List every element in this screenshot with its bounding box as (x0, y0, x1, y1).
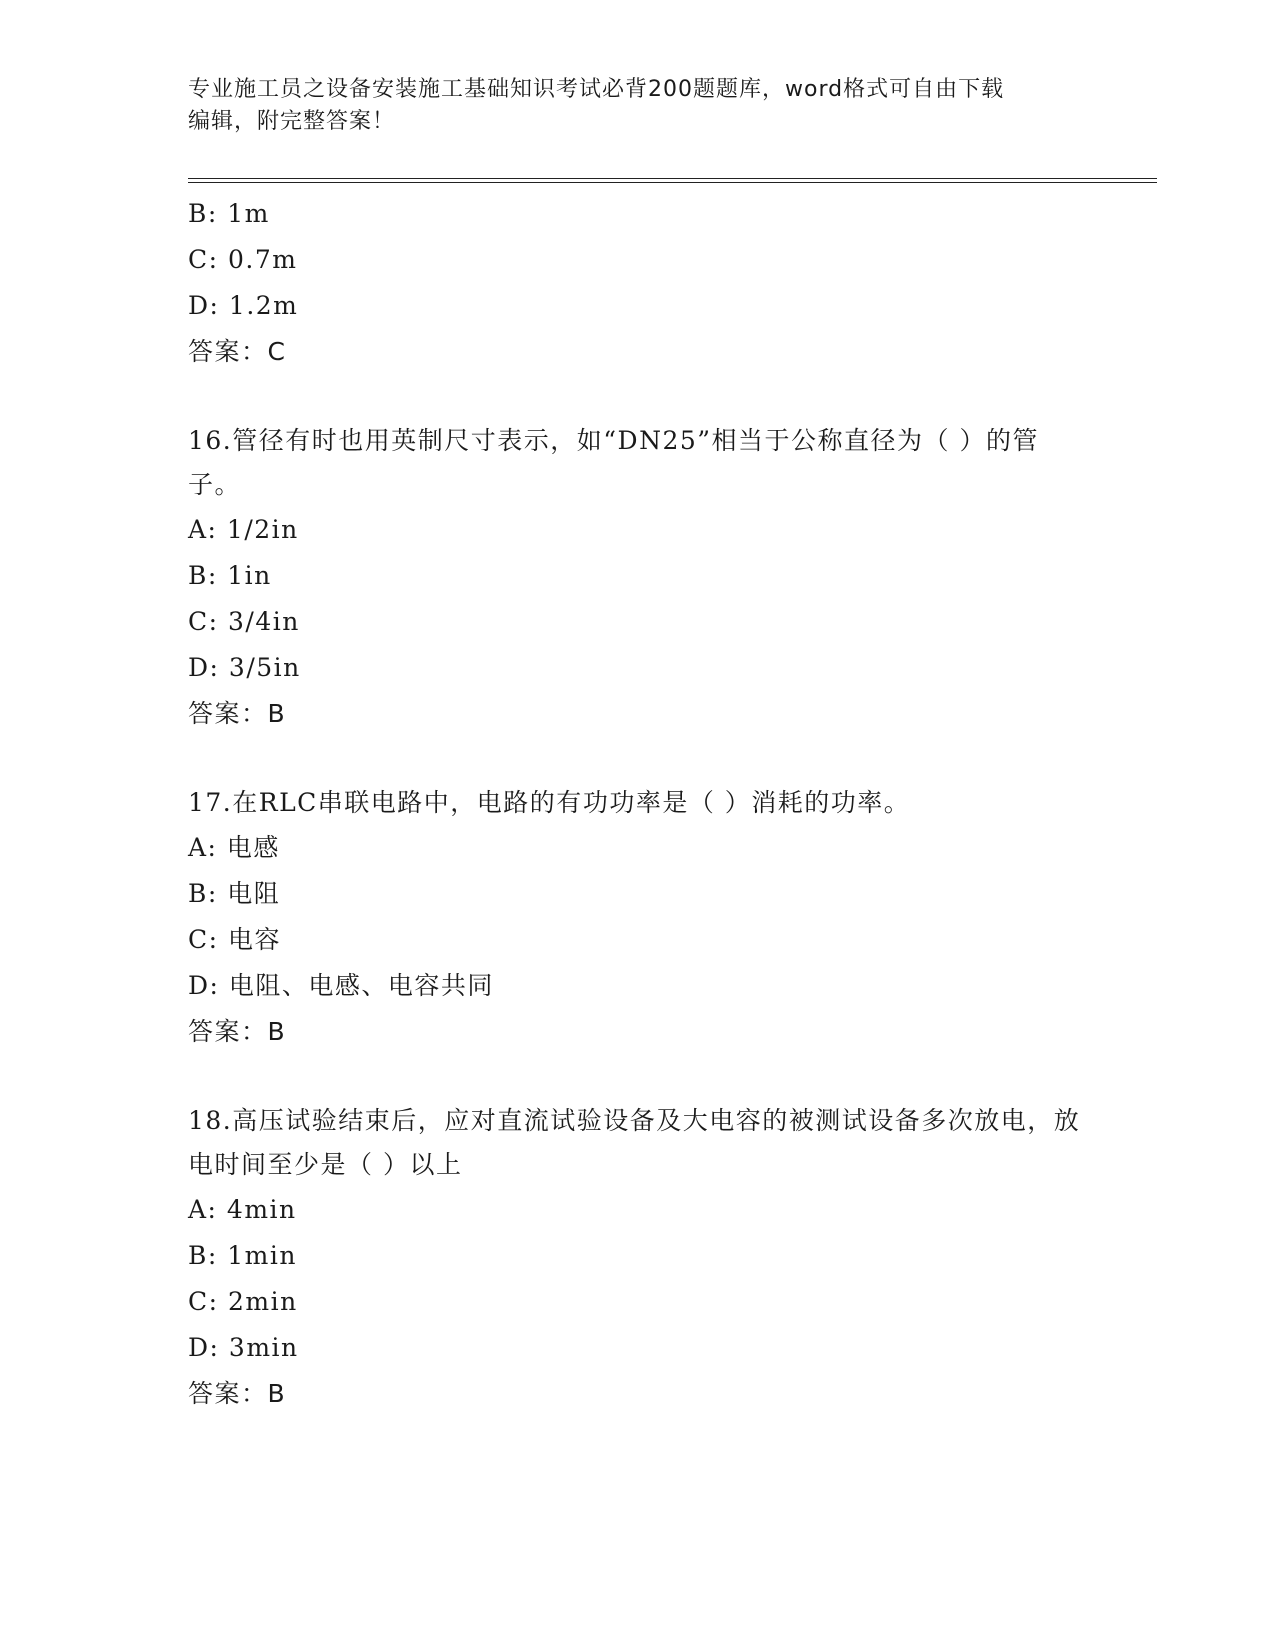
option-line: A: 1/2in (188, 515, 299, 544)
option-line: B: 1min (188, 1241, 297, 1270)
answer-line: 答案：C (188, 337, 287, 366)
header-rule-top (188, 178, 1157, 179)
option-line: D: 3min (188, 1333, 299, 1362)
option-line: D: 电阻、电感、电容共同 (188, 971, 494, 1000)
header-rule-bottom (188, 182, 1157, 183)
document-body (188, 191, 1088, 1417)
question-text: 16.管径有时也用英制尺寸表示，如“DN25”相当于公称直径为（ ）的管子。 (188, 426, 1039, 499)
header-line-1: 专业施工员之设备安装施工基础知识考试必背200题题库，word格式可自由下载 (188, 77, 1005, 102)
question-block-16 (188, 419, 1088, 737)
option-line: B: 电阻 (188, 879, 281, 908)
question-text: 17.在RLC串联电路中，电路的有功功率是（ ）消耗的功率。 (188, 788, 911, 817)
question-block-17 (188, 781, 1088, 1055)
question-block-18 (188, 1099, 1088, 1417)
option-line: C: 3/4in (188, 607, 300, 636)
option-line: A: 电感 (188, 833, 280, 862)
option-line: C: 2min (188, 1287, 298, 1316)
option-line: B: 1in (188, 561, 272, 590)
answer-line: 答案：B (188, 699, 287, 728)
question-text: 18.高压试验结束后，应对直流试验设备及大电容的被测试设备多次放电，放电时间至少是（ ）以上 (188, 1106, 1081, 1179)
option-line: D: 1.2m (188, 291, 299, 320)
question-block-15 (188, 191, 1088, 375)
header-line-2: 编辑，附完整答案！ (188, 109, 396, 134)
option-line: A: 4min (188, 1195, 297, 1224)
document-header (188, 74, 1088, 138)
option-line: B: 1m (188, 199, 270, 228)
option-line: C: 0.7m (188, 245, 298, 274)
option-line: D: 3/5in (188, 653, 301, 682)
option-line: C: 电容 (188, 925, 281, 954)
answer-line: 答案：B (188, 1017, 287, 1046)
answer-line: 答案：B (188, 1379, 287, 1408)
